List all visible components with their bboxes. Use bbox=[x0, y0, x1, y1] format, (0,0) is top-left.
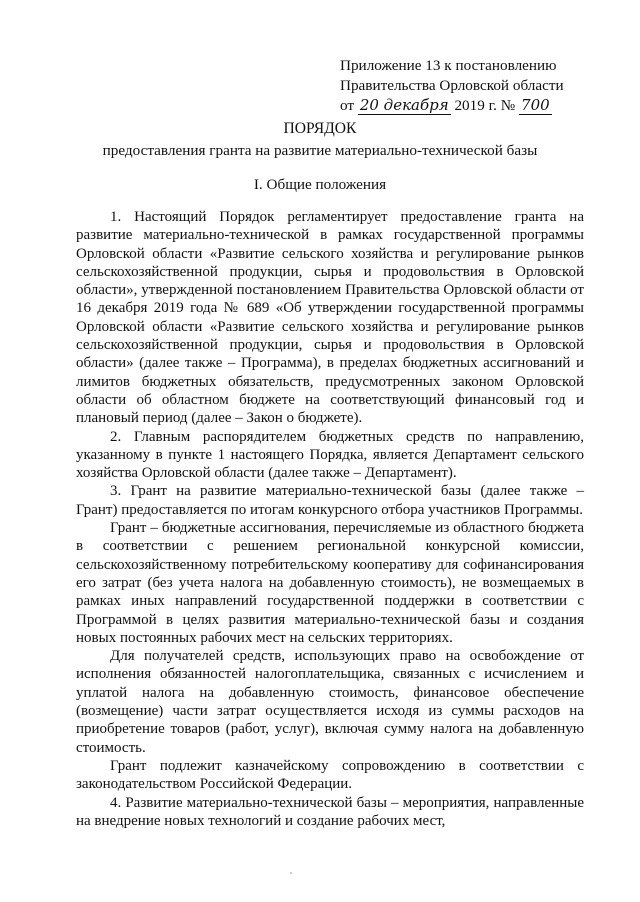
appendix-year-label: 2019 г. № bbox=[454, 97, 516, 114]
paragraph-2: 2. Главным распорядителем бюджетных средств по направлению, указанному в пункте 1 настоящего Порядка, является Департамент сельского хозяйства Орловской области (далее также – Департамент). bbox=[76, 428, 584, 482]
paragraph-5: Для получателей средств, использующих право на освобождение от исполнения обязанностей налогоплательщика, связанных с исчислением и уплатой налога на добавленную стоимость, финансовое обеспечение (возмещение) части затрат осуществляется исходя из суммы расходов на приобретение товаров (работ, услуг), включая сумму налога на добавленную стоимость. bbox=[76, 648, 584, 756]
scan-speck bbox=[290, 872, 292, 874]
appendix-line-3 bbox=[340, 96, 580, 116]
document-body bbox=[76, 208, 584, 830]
handwritten-date: 20 декабря bbox=[359, 96, 449, 114]
paragraph-6: Грант подлежит казначейскому сопровождению в соответствии с законодательством Российской Федерации. bbox=[76, 757, 584, 793]
appendix-line-1: Приложение 13 к постановлению bbox=[340, 57, 557, 74]
document-subtitle: предоставления гранта на развитие материально-технической базы bbox=[102, 142, 538, 159]
document-title: ПОРЯДОК bbox=[283, 120, 357, 137]
paragraph-4: Грант – бюджетные ассигнования, перечисляемые из областного бюджета в соответствии с решением региональной конкурсной комиссии, сельскохозяйственному потребительскому кооперативу для софинансирования его затрат (без учета налога на добавленную стоимость), не возмещаемых в рамках иных направлений государственной поддержки в соответствии с Программой в целях развития материально-технической базы и создания новых постоянных рабочих мест на сельских территориях. bbox=[76, 520, 584, 646]
paragraph-1: 1. Настоящий Порядок регламентирует предоставление гранта на развитие материально-технической в рамках государственной программы Орловской области «Развитие сельского хозяйства и регулирование рынков сельскохозяйственной продукции, сырья и продовольствия в Орловской области», утвержденной постановлением Правительства Орловской области от 16 декабря 2019 года № 689 «Об утверждении государственной программы Орловской области «Развитие сельского хозяйства и регулирование рынков сельскохозяйственной продукции, сырья и продовольствия в Орловской области» (далее также – Программа), в пределах бюджетных ассигнований и лимитов бюджетных обязательств, предусмотренных законом Орловской области об областном бюджете на соответствующий финансовый год и плановый период (далее – Закон о бюджете). bbox=[76, 209, 584, 427]
appendix-line-2: Правительства Орловской области bbox=[340, 77, 564, 94]
appendix-block bbox=[340, 56, 580, 116]
appendix-from-label: от bbox=[340, 97, 355, 114]
paragraph-3: 3. Грант на развитие материально-технической базы (далее также – Грант) предоставляется по итогам конкурсного отбора участников Программы. bbox=[76, 483, 584, 518]
paragraph-7: 4. Развитие материально-технической базы – мероприятия, направленные на внедрение новых технологий и создание рабочих мест, bbox=[76, 794, 584, 829]
section-heading: I. Общие положения bbox=[253, 176, 387, 193]
handwritten-number: 700 bbox=[521, 96, 550, 114]
